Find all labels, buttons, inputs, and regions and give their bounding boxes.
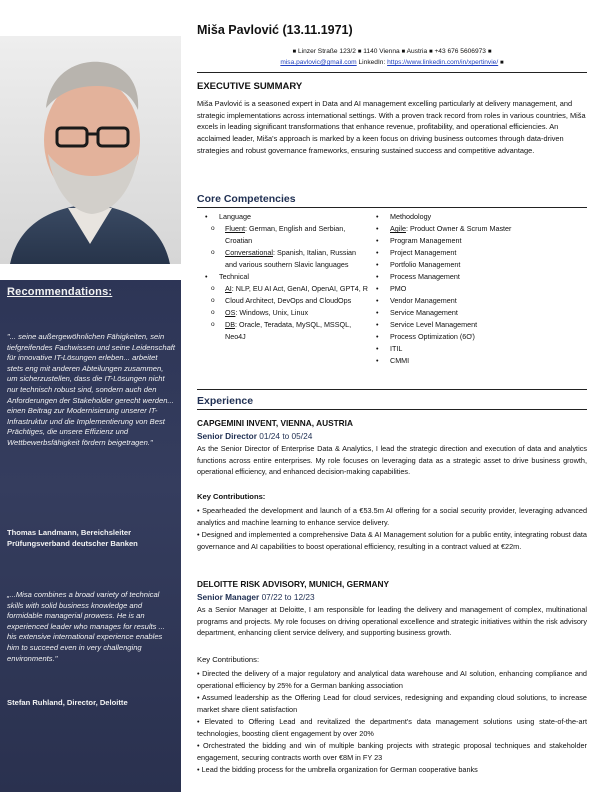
list-item: • Lead the bidding process for the umbrella organization for German cooperative banks [197,765,478,774]
list-item: o DB: Oracle, Teradata, MySQL, MSSQL, Neo4J [205,319,370,343]
list-item: • Technical [205,271,370,283]
list-item: • Elevated to Offering Lead and revitalized the department's data management solutions using state-of-the-art technologies, boosting client engagement by over 20% [197,717,587,738]
job-company: CAPGEMINI INVENT, VIENNA, AUSTRIA [197,418,353,428]
job-role: Senior Director 01/24 to 05/24 [197,431,313,441]
list-item: • Vendor Management [376,295,588,307]
list-item: o AI: NLP, EU AI Act, GenAI, OpenAI, GPT4, R [205,283,370,295]
divider [197,409,587,410]
profile-photo [0,36,181,264]
competencies-title: Core Competencies [197,193,296,205]
email-link[interactable]: misa.pavlovic@gmail.com [280,59,357,66]
summary-title: EXECUTIVE SUMMARY [197,81,303,92]
competencies-left-list [205,211,370,343]
summary-text: Miša Pavlović is a seasoned expert in Data and AI management excelling particularly at delivery management, and strategic implementations across international settings. With a proven track record from roles in various countries, Miša excels in leading significant transformations that enhance revenue, profitability, and operational efficiencies. An acclaimed leader, Miša's approach is marked by a keen focus on driving business outcomes through data-driven strategies and robust governance frameworks, ensuring sustained success and competitive advantage. [197,99,586,155]
recommendation-quote: "... seine außergewöhnlichen Fähigkeiten, sein tiefgreifendes Fachwissen und seine Leidenschaft für innovative IT-Lösungen erleben... arbeitet stets eng mit anderen Abteilungen zusammen, um sicherzustellen, dass die IT-Lösungen nicht nur technisch robust sind, sondern auch den Anforderungen der Stakeholder gerecht werden... einen Beitrag zur Modernisierung unserer IT-Infrastruktur und die Implementierung von Best Prächtiges, die unsere Effizienz und Wettbewerbsfähigkeit fördern beigetragen." [7,332,176,447]
list-item: o Fluent: German, English and Serbian, Croatian [205,223,370,247]
square-bullet-icon: ■ [292,49,297,55]
recommendations-panel [0,280,181,792]
list-item: • Program Management [376,235,588,247]
list-item: o Cloud Architect, DevOps and CloudOps [205,295,370,307]
contact-links-line [197,58,587,68]
address: Linzer Straße 123/2 [298,48,356,55]
competencies-right-list [376,211,588,367]
square-bullet-icon: ■ [401,49,406,55]
list-item: • Designed and implemented a comprehensive Data & AI Management solution for a public entity, integrating robust data governance and AI capabilities to boost operational efficiency, resulting in a contract valued at €22m. [197,530,587,551]
list-item: o OS: Windows, Unix, Linux [205,307,370,319]
list-item: • ITIL [376,343,588,355]
list-item: • Assumed leadership as the Offering Lead for cloud services, redesigning and expanding cloud solutions, to increase market share client satisfaction [197,693,587,714]
experience-title: Experience [197,395,254,407]
country: Austria [406,48,428,55]
list-item: • Methodology [376,211,588,223]
list-item: • Portfolio Management [376,259,588,271]
divider [197,389,587,390]
list-item: • Service Level Management [376,319,588,331]
linkedin-link[interactable]: https://www.linkedin.com/in/xpertinvie/ [387,59,499,66]
job-description: As a Senior Manager at Deloitte, I am responsible for leading the delivery and management of complex, multinational programs and projects. My role focuses on driving operational excellence and strategic initiatives within the risk advisory department, enhancing client service delivery, and supporting business growth. [197,605,587,638]
square-bullet-icon: ■ [487,49,492,55]
square-bullet-icon: ■ [500,60,504,66]
phone: +43 676 5606973 [434,48,486,55]
list-item: o Conversational: Spanish, Italian, Russian and various southern Slavic languages [205,247,370,271]
job-company: DELOITTE RISK ADVISORY, MUNICH, GERMANY [197,579,390,589]
job-description: As the Senior Director of Enterprise Data & Analytics, I lead the strategic direction and execution of data and analytics functions across entire enterprises. My role focuses on leveraging data as a strategic asset to drive business growth, operational efficiency, and enhanced decision-making capabilities. [197,444,587,477]
list-item: • Process Management [376,271,588,283]
list-item: • Agile: Product Owner & Scrum Master [376,223,588,235]
city: 1140 Vienna [363,48,400,55]
contact-line [197,47,587,57]
portrait-image [0,36,181,264]
list-item: • Language [205,211,370,223]
divider [197,207,587,208]
key-contributions-label: Key Contributions: [197,492,266,501]
recommendation-author: Thomas Landmann, Bereichsleiter Prüfungsverband deutscher Banken [7,528,138,548]
list-item: • Service Management [376,307,588,319]
list-item: • Directed the delivery of a major regulatory and analytical data warehouse and AI solution, enhancing compliance and operational efficiency by 25% for a German banking association [197,669,587,690]
recommendations-title: Recommendations: [7,286,113,298]
square-bullet-icon: ■ [428,49,433,55]
list-item: • Process Optimization (6Ơ) [376,331,588,343]
candidate-name: Miša Pavlović (13.11.1971) [197,23,353,37]
list-item: • CMMI [376,355,588,367]
job-role: Senior Manager 07/22 to 12/23 [197,592,315,602]
key-contributions-label: Key Contributions: [197,655,260,664]
recommendation-author: Stefan Ruhland, Director, Deloitte [7,698,128,707]
linkedin-label: LinkedIn: [358,59,386,66]
recommendation-quote: „...Misa combines a broad variety of technical skills with solid business knowledge and formidable managerial prowess. He is an experienced leader who manages for results ... his extensive international experience enables him to succeed even in very challenging environments." [7,590,165,663]
list-item: • Project Management [376,247,588,259]
divider [197,72,587,73]
list-item: • PMO [376,283,588,295]
list-item: • Spearheaded the development and launch of a €53.5m AI offering for a social security provider, leveraging advanced analytics and machine learning to enhance service delivery. [197,506,587,527]
square-bullet-icon: ■ [357,49,362,55]
list-item: • Orchestrated the bidding and win of multiple banking projects with strategic proposal techniques and stakeholder engagement, securing contracts worth over €8M in FY 23 [197,741,587,762]
